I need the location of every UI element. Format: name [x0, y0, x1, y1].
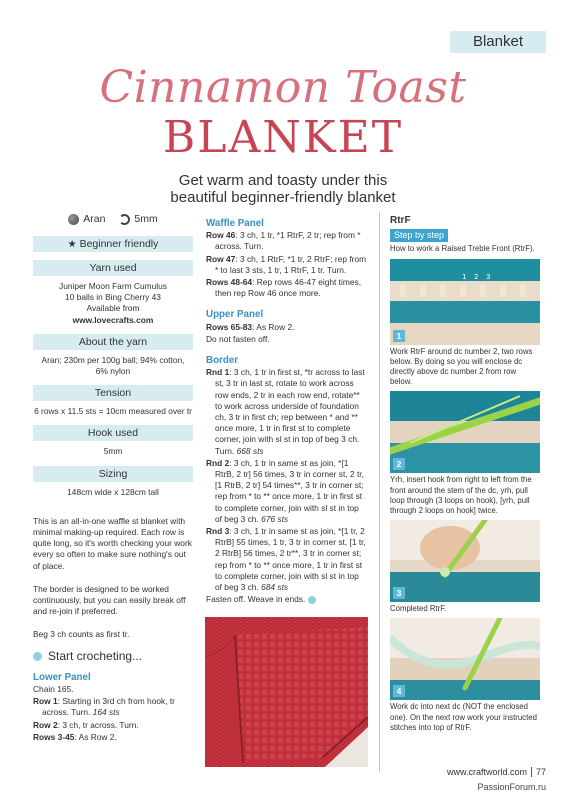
yarn-line-1: Juniper Moon Farm Cumulus	[59, 281, 167, 291]
column-divider	[379, 212, 380, 772]
start-heading	[33, 648, 193, 663]
rnd-label: Rnd 2	[206, 457, 230, 468]
waffle-row-46	[206, 230, 368, 252]
intro-para-3: Beg 3 ch counts as first tr.	[33, 629, 130, 640]
row-text: : 3 ch, 1 tr, *1 RtrF, 2 tr; rep from * across. Turn.	[215, 230, 361, 252]
rnd-count: 676 sts	[261, 513, 289, 524]
about-line-1: Aran; 230m per 100g ball; 94% cotton,	[41, 354, 185, 365]
step-2-photo	[390, 391, 540, 473]
lower-row-3	[33, 732, 193, 743]
lower-panel-chain: Chain 165.	[33, 684, 74, 695]
step-1-photo	[390, 259, 540, 345]
svg-text:3: 3	[486, 272, 491, 281]
row-label: Row 1	[33, 696, 58, 707]
row-label: Row 46	[206, 230, 236, 241]
star-icon: ★	[67, 239, 77, 250]
upper-row-65	[206, 322, 368, 333]
rnd-text: : 3 ch, 1 tr in same st as join, *[1 RtrB, 2 tr] 56 times, 3 tr in corner st, 2 tr, [1 RtrB, 2 tr] 54 times**, 3 tr in corner st; rep from * to ** once more, 1 tr in first st to complete corner, join with sl st in top of beg 3 ch.	[215, 457, 364, 524]
bullet-dot-icon	[33, 652, 42, 661]
step-2-text: Yrh, insert hook from right to left from the front around the stem of the dc, yrh, pull loop through (3 loops on hook), [yrh, pull through 2 loops on hook] twice.	[390, 475, 532, 516]
rnd-count: 684 sts	[261, 582, 289, 593]
step-3-photo	[390, 520, 540, 602]
yarn-link[interactable]: www.lovecrafts.com	[72, 314, 154, 325]
svg-text:2: 2	[474, 272, 479, 281]
yarn-ball-icon	[68, 214, 79, 225]
border-finish	[206, 594, 368, 605]
subtitle	[0, 172, 566, 206]
step-3-text: Completed RtrF.	[390, 604, 447, 614]
row-text: : Starting in 3rd ch from hook, tr across. Turn.	[42, 696, 175, 718]
hook-meta	[119, 214, 157, 225]
row-text: : As Row 2.	[252, 321, 295, 332]
left-column	[33, 212, 193, 743]
step-4-text: Work dc into next dc (NOT the enclosed one). On the next row work your instructed stitches into top of RtrF.	[390, 702, 537, 732]
footer-site[interactable]: www.craftworld.com	[446, 767, 527, 777]
row-text: : As Row 2.	[74, 731, 117, 742]
step-3-graphic	[390, 520, 540, 602]
step-number: 2	[393, 458, 405, 470]
watermark: PassionForum.ru	[477, 782, 546, 792]
yarn-line-2: 10 balls in Bing Cherry 43	[65, 292, 161, 303]
intro-para-1: This is an all-in-one waffle st blanket with minimal making-up required. Each row is quite long, so it's worth checking your work every so often to make sure nothing's out of place.	[33, 515, 192, 571]
weight-value: Aran	[83, 213, 106, 226]
finish-text: Fasten off. Weave in ends.	[206, 594, 306, 605]
lower-panel-heading: Lower Panel	[33, 671, 91, 683]
blanket-photo-graphic	[205, 617, 368, 767]
step-number: 3	[393, 587, 405, 599]
upper-note: Do not fasten off.	[206, 333, 270, 344]
middle-column	[206, 218, 368, 606]
blanket-photo	[205, 617, 368, 767]
rnd-text: : 3 ch, 1 tr in first st, *tr across to last st, 3 tr in last st, rotate to work across row ends, 2 tr in each row end, rotate** to work across underside of foundation ch, 3 tr in first ch; rep between * and ** once more, 1 tr in first st to complete corner, join with sl st in top of beg 3 ch. Turn.	[215, 367, 365, 456]
intro-para-2: The border is designed to be worked continuously, but you can easily break off and re-join if preferred.	[33, 583, 186, 617]
step-4-graphic	[390, 618, 540, 700]
border-rnd-3	[206, 526, 368, 593]
step-1-text: Work RtrF around dc number 2, two rows below. By doing so you will enclose dc directly above dc number 2 from row below.	[390, 346, 533, 387]
row-label: Rows 3-45	[33, 731, 75, 742]
category-tag: Blanket	[450, 31, 546, 53]
hook-used-info: 5mm	[103, 446, 123, 457]
rtrf-heading: RtrF	[390, 215, 411, 226]
about-info	[33, 355, 193, 377]
sizing-heading: Sizing	[33, 466, 193, 482]
start-label: Start crocheting...	[48, 648, 143, 663]
hook-icon	[119, 214, 130, 225]
row-label: Row 47	[206, 253, 236, 264]
subtitle-line-2: beautiful beginner-friendly blanket	[170, 189, 396, 206]
step-2-graphic	[390, 391, 540, 473]
step-number: 4	[393, 685, 405, 697]
about-line-2: 6% nylon	[95, 366, 131, 377]
row-label: Rows 65-83	[206, 321, 253, 332]
yarn-line-3: Available from	[86, 303, 140, 314]
waffle-panel-heading: Waffle Panel	[206, 218, 264, 229]
border-rnd-1	[206, 367, 368, 457]
page-number: 77	[531, 767, 546, 777]
lower-row-1	[33, 696, 193, 718]
rtrf-intro: How to work a Raised Treble Front (RtrF).	[390, 244, 535, 254]
subtitle-line-1: Get warm and toasty under this	[178, 172, 388, 189]
rnd-label: Rnd 3	[206, 526, 230, 537]
waffle-row-48	[206, 277, 368, 299]
waffle-row-47	[206, 254, 368, 276]
row-label: Rows 48-64	[206, 277, 253, 288]
page-footer	[447, 767, 546, 777]
hook-value: 5mm	[134, 213, 158, 226]
rnd-text: : 3 ch, 1 tr in same st as join, *[1 tr, 2 RtrB] 55 times, 1 tr, 3 tr in corner st, [1 tr, 2 RtrB] 56 times, 2 tr**, 3 tr in corner st; rep from * to ** once more, 1 tr in first st to complete corner, join with sl st in top of beg 3 ch.	[215, 526, 366, 593]
level-box	[33, 236, 193, 252]
lower-row-2	[33, 720, 193, 731]
step-number: 1	[393, 330, 405, 342]
weight-meta	[68, 214, 105, 225]
step-by-step-tag: Step by step	[390, 229, 448, 242]
rnd-count: 668 sts	[236, 445, 264, 456]
rnd-label: Rnd 1	[206, 367, 230, 378]
row-text: : 3 ch, tr across. Turn.	[57, 719, 139, 730]
row-text: : Rep rows 46-47 eight times, then rep Row 46 once more.	[215, 277, 362, 299]
row-count: 164 sts	[92, 707, 120, 718]
svg-text:1: 1	[462, 272, 467, 281]
title-line-1: Cinnamon Toast	[99, 62, 467, 113]
right-column	[390, 215, 540, 733]
sizing-info: 148cm wide x 128cm tall	[67, 486, 159, 497]
border-rnd-2	[206, 458, 368, 525]
row-label: Row 2	[33, 719, 58, 730]
hook-used-heading: Hook used	[33, 425, 193, 441]
tension-heading: Tension	[33, 385, 193, 401]
step-4-photo	[390, 618, 540, 700]
yarn-heading: Yarn used	[33, 260, 193, 276]
title-line-2: BLANKET	[162, 112, 404, 163]
upper-panel-heading: Upper Panel	[206, 309, 264, 321]
meta-row	[33, 212, 193, 228]
level-label: Beginner friendly	[79, 238, 159, 250]
end-dot-icon	[308, 596, 316, 604]
step-1-graphic	[390, 259, 540, 345]
row-text: : 3 ch, 1 RtrF, *1 tr, 2 RtrF; rep from * to last 3 sts, 1 tr, 1 RtrF, 1 tr. Turn.	[215, 253, 367, 275]
about-heading: About the yarn	[33, 334, 193, 350]
tension-info: 6 rows x 11.5 sts = 10cm measured over tr	[34, 406, 192, 417]
border-heading: Border	[206, 355, 239, 367]
yarn-info	[33, 281, 193, 326]
